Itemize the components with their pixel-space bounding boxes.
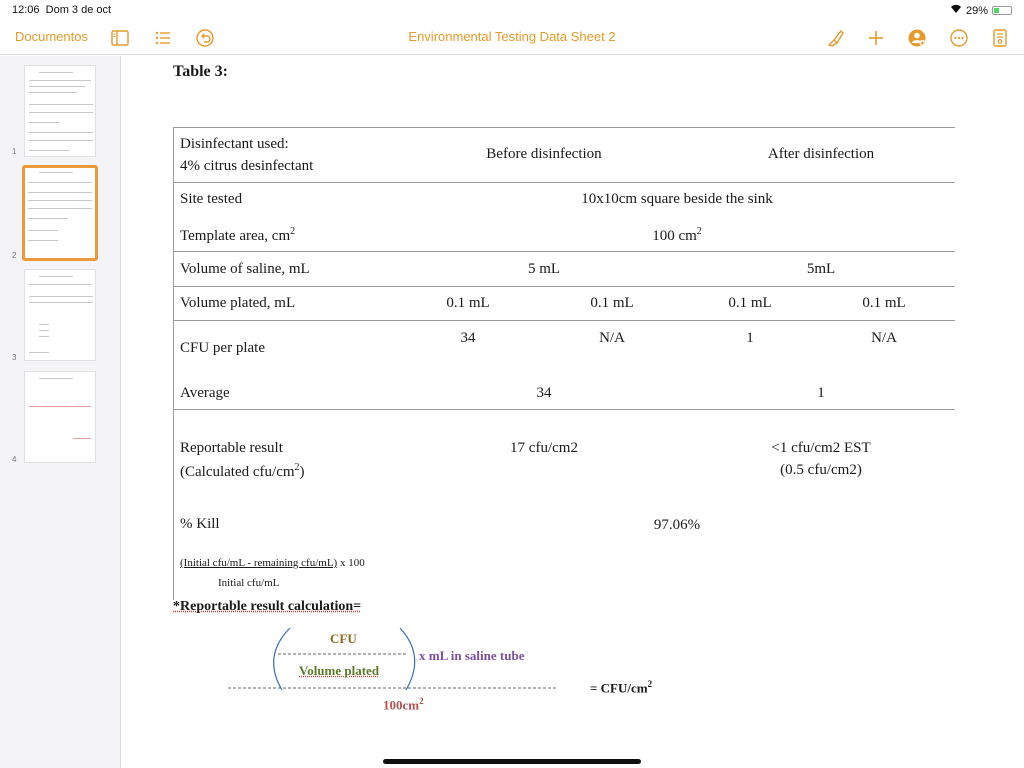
page-number: 1 bbox=[12, 147, 17, 156]
table-divider bbox=[173, 182, 955, 183]
average-before: 34 bbox=[536, 385, 552, 401]
saline-multiplier: x mL in saline tube bbox=[419, 648, 525, 663]
kill-label: % Kill bbox=[180, 516, 220, 532]
page-thumbnail-2[interactable] bbox=[22, 165, 98, 261]
average-label: Average bbox=[180, 385, 230, 401]
site-tested-value: 10x10cm square beside the sink bbox=[581, 191, 773, 207]
documents-button[interactable]: Documentos bbox=[15, 29, 88, 44]
disinfectant-value: 4% citrus desinfectant bbox=[180, 158, 314, 174]
kill-formula-numerator: (Initial cfu/mL - remaining cfu/mL) x 100 bbox=[180, 557, 365, 569]
status-bar bbox=[0, 0, 1024, 20]
cfu-per-plate-value: N/A bbox=[871, 330, 897, 346]
template-area-label: Template area, $cm^2$ bbox=[180, 226, 296, 244]
disinfectant-label: Disinfectant used: bbox=[180, 136, 289, 152]
page-number: 3 bbox=[12, 353, 17, 362]
collaborate-icon[interactable] bbox=[906, 27, 928, 49]
document-icon[interactable] bbox=[989, 27, 1011, 49]
volume-plated-denominator: Volume plated bbox=[299, 663, 380, 678]
table-divider bbox=[173, 320, 955, 321]
reportable-result-after-estimate: (0.5 cfu/cm2) bbox=[780, 462, 862, 478]
volume-plated-label: Volume plated, mL bbox=[180, 295, 296, 311]
cfu-per-plate-value: 1 bbox=[746, 330, 754, 346]
kill-formula-denominator: Initial cfu/mL bbox=[218, 577, 280, 589]
page-thumbnail-1[interactable] bbox=[24, 65, 96, 157]
document-title: Environmental Testing Data Sheet 2 bbox=[408, 29, 616, 44]
volume-saline-before: 5 mL bbox=[527, 261, 561, 277]
cfu-per-plate-label: CFU per plate bbox=[180, 340, 265, 356]
battery-icon bbox=[992, 6, 1012, 15]
site-tested-label: Site tested bbox=[180, 191, 243, 207]
wifi-icon bbox=[950, 4, 962, 17]
calculation-diagram bbox=[220, 620, 680, 730]
area-denominator: $100cm^2$ bbox=[383, 696, 424, 713]
table-title: Table 3: bbox=[173, 63, 228, 80]
cfu-numerator: CFU bbox=[330, 631, 357, 646]
volume-plated-value: 0.1 mL bbox=[862, 295, 906, 311]
reportable-result-after: <1 cfu/cm2 EST bbox=[771, 440, 871, 456]
page-thumbnail-3[interactable] bbox=[24, 269, 96, 361]
volume-plated-value: 0.1 mL bbox=[728, 295, 772, 311]
kill-value: 97.06% bbox=[653, 517, 701, 533]
cfu-per-plate-value: 34 bbox=[460, 330, 476, 346]
template-area-value: 100 $cm^2$ bbox=[652, 226, 702, 244]
plus-icon[interactable] bbox=[865, 27, 887, 49]
volume-saline-after: 5mL bbox=[806, 261, 836, 277]
battery-percent: 29% bbox=[965, 4, 988, 17]
average-after: 1 bbox=[817, 385, 825, 401]
table-divider bbox=[173, 409, 955, 410]
page-number: 4 bbox=[12, 455, 17, 464]
home-indicator[interactable] bbox=[383, 759, 641, 764]
status-time: 12:06 Dom 3 de oct bbox=[12, 4, 112, 16]
toolbar bbox=[0, 22, 1024, 55]
before-disinfection-header: Before disinfection bbox=[486, 146, 602, 162]
paintbrush-icon[interactable] bbox=[825, 27, 847, 49]
cfu-per-plate-value: N/A bbox=[599, 330, 625, 346]
page-number: 2 bbox=[12, 251, 17, 260]
after-disinfection-header: After disinfection bbox=[767, 146, 875, 162]
status-right bbox=[950, 4, 1012, 17]
volume-plated-value: 0.1 mL bbox=[590, 295, 634, 311]
left-parenthesis bbox=[274, 628, 290, 690]
right-parenthesis bbox=[400, 628, 415, 690]
volume-plated-value: 0.1 mL bbox=[446, 295, 490, 311]
more-icon[interactable] bbox=[948, 27, 970, 49]
calculation-result: = CFU/$cm^2$ bbox=[590, 679, 653, 696]
volume-saline-label: Volume of saline, mL bbox=[180, 261, 310, 277]
page-thumbnail-sidebar bbox=[0, 56, 121, 768]
calculation-heading: *Reportable result calculation= bbox=[173, 599, 362, 614]
reportable-result-before: 17 cfu/cm2 bbox=[510, 440, 578, 456]
table-divider bbox=[173, 286, 955, 287]
reportable-result-sublabel: (Calculated cfu/$cm^2$) bbox=[180, 462, 305, 480]
reportable-result-label: Reportable result bbox=[180, 440, 283, 456]
page-thumbnail-4[interactable] bbox=[24, 371, 96, 463]
table-divider bbox=[173, 251, 955, 252]
